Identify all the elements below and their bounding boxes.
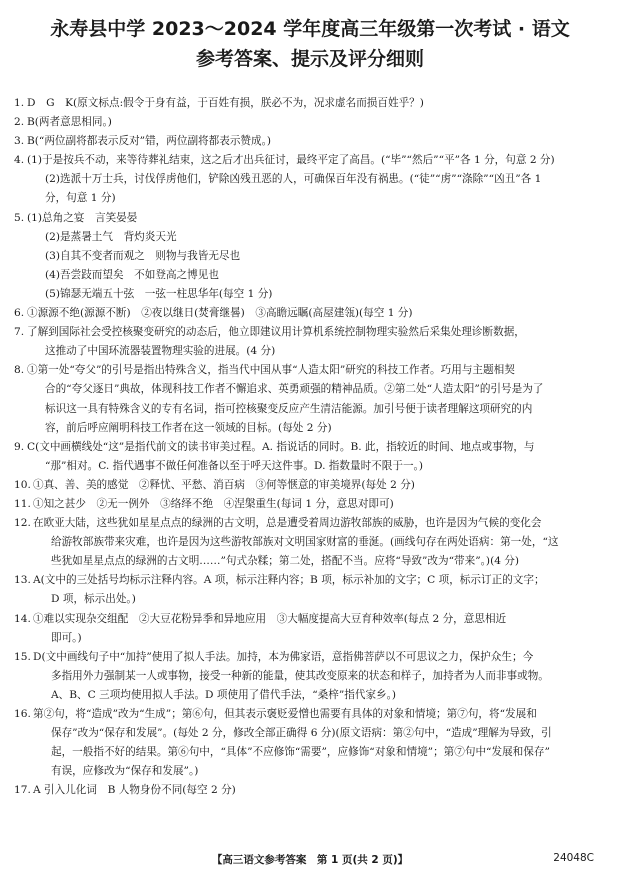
answer-line: 第②句，将“造成”改为“生成”；第⑥句，但其表示褒贬爱憎也需要有具体的对象和情境；第⑦句，将“发展和 <box>33 708 537 720</box>
answer-number: 9. <box>14 440 25 453</box>
answer-item <box>16 781 608 800</box>
answer-number: 14. <box>14 612 31 625</box>
answer-item <box>16 151 608 208</box>
answer-item <box>16 495 608 514</box>
answer-number: 2. <box>14 116 25 129</box>
answer-line: 多指用外力强制某一人或事物，接受一种新的能量，使其改变原来的状态和样子，加持者为人而非事或物。 <box>51 669 549 682</box>
answer-line: ①难以实现杂交组配 ②大豆花粉异季和异地应用 ③大幅度提高大豆育种效率(每点 2 分，意思相近 <box>33 612 507 625</box>
answer-line: 了解到国际社会受控核聚变研究的动态后，他立即建议用计算机系统控制物理实验然后采集处理诊断数据， <box>27 326 525 339</box>
answer-number: 15. <box>14 650 31 663</box>
answer-line: ①知之甚少 ②无一例外 ③络绎不绝 ④涅槃重生(每词 1 分，意思对即可) <box>33 497 394 510</box>
answer-number: 8. <box>14 364 25 377</box>
answer-line: (5)锦瑟无端五十弦 一弦一柱思华年(每空 1 分) <box>45 287 273 300</box>
answer-number: 5. <box>14 211 25 224</box>
exam-title: 永寿县中学 2023～2024 学年度高三年级第一次考试 · 语文 <box>50 18 570 40</box>
answer-line: 在欧亚大陆，这些犹如星星点点的绿洲的古文明，总是遭受着周边游牧部族的威胁，也许是因为气候的变化会 <box>33 517 542 530</box>
page-footer <box>0 852 620 868</box>
answer-number: 16. <box>14 708 31 720</box>
answer-line: 些犹如星星点点的绿洲的古文明……”句式杂糅；第二处，搭配不当。应将“导致”改为“带来”。)(4 分) <box>51 555 520 568</box>
answer-item <box>16 209 608 304</box>
answer-line: 容，前后呼应阐明科技工作者在这一领域的目标。(每处 2 分) <box>45 421 332 434</box>
answer-line: 保存”改为“保存和发展”。(每处 2 分，修改全部正确得 6 分)(原文语病：第②句中，“造成”理解为导致，引 <box>51 727 552 740</box>
answer-number: 6. <box>14 307 25 320</box>
answer-item <box>16 648 608 705</box>
answer-line: 即可。) <box>51 631 82 644</box>
answer-item <box>16 94 608 113</box>
answer-number: 12. <box>14 517 31 530</box>
answer-item <box>16 323 608 361</box>
answer-line: (1)总角之宴 言笑晏晏 <box>27 211 138 224</box>
answer-line: ①第一处“夸父”的引号是指出特殊含义，指当代中国从事“人造太阳”研究的科技工作者。巧用与主题相契 <box>27 364 515 377</box>
answer-line: (2)是蒸暑土气 背灼炎天光 <box>45 230 177 243</box>
answer-list <box>16 94 608 800</box>
answer-line: D G K(原文标点:假令于身有益，于百姓有损，朕必不为，况求虚名而损百姓乎？) <box>27 97 424 109</box>
answer-line: 分，句意 1 分) <box>45 192 116 205</box>
answer-item <box>16 476 608 495</box>
answer-number: 7. <box>14 326 25 339</box>
answer-item <box>16 514 608 571</box>
answer-line: 标识这一具有特殊含义的专有名词，指可控核聚变反应产生清洁能源。加引号便于读者理解这项研究的内 <box>45 402 533 415</box>
answer-line: “那”相对。C. 指代遇事不做任何准备以至于呼天这件事。D. 指数量时不限于一。) <box>45 459 423 472</box>
answer-line: 合的“夸父逐日”典故，体现科技工作者不懈追求、英勇顽强的精神品质。②第二处“人造太阳”的引号是为了 <box>45 383 544 396</box>
footer-page-info: 【高三语文参考答案 第 1 页(共 2 页)】 <box>211 854 409 866</box>
answer-number: 10. <box>14 478 31 491</box>
answer-item <box>16 571 608 609</box>
answer-item <box>16 304 608 323</box>
answer-line: ①真、善、美的感觉 ②释忧、平愁、消百病 ③何等惬意的审美境界(每处 2 分) <box>33 478 415 491</box>
answer-item <box>16 361 608 437</box>
answer-line: (4)吾尝跂而望矣 不如登高之博见也 <box>45 268 219 281</box>
answer-line: 有误，应修改为“保存和发展”。) <box>51 765 199 778</box>
answer-line: C(文中画横线处“这”是指代前文的读书审美过程。A. 指说话的同时。B. 此，指较近的时间、地点或事物，与 <box>27 440 535 453</box>
answer-line: A、B、C 三项均使用拟人手法。D 项使用了借代手法，“桑梓”指代家乡。) <box>51 688 397 701</box>
answer-line: B(“两位副将都表示反对”错，两位副将都表示赞成。) <box>27 135 272 148</box>
answer-item <box>16 113 608 132</box>
answer-line: B(两者意思相同。) <box>27 116 112 129</box>
answer-number: 17. <box>14 784 31 797</box>
answer-line: 给游牧部族带来灾难，也许是因为这些游牧部族对文明国家财富的垂涎。(画线句存在两处语病：第一处，“这 <box>51 536 559 549</box>
answer-line: A 引入儿化词 B 人物身份不同(每空 2 分) <box>33 784 236 797</box>
exam-subtitle: 参考答案、提示及评分细则 <box>195 48 424 70</box>
answer-line: (3)自其不变者而观之 则物与我皆无尽也 <box>45 249 241 262</box>
footer-code: 24048C <box>553 852 594 864</box>
answer-line: ①源源不绝(源源不断) ②夜以继日(焚膏继晷) ③高瞻远瞩(高屋建瓴)(每空 1 分) <box>27 307 413 320</box>
answer-number: 1. <box>14 97 25 109</box>
answer-item <box>16 610 608 648</box>
answer-line: D 项，标示出处。) <box>51 593 136 606</box>
answer-line: A(文中的三处括号均标示注释内容。A 项，标示注释内容；B 项，标示补加的文字；C 项，标示订正的文字； <box>33 574 545 587</box>
answer-number: 4. <box>14 154 25 167</box>
answer-number: 11. <box>14 497 31 510</box>
answer-line: D(文中画线句子中“加持”使用了拟人手法。加持，本为佛家语，意指佛菩萨以不可思议之力，保护众生；今 <box>33 650 534 663</box>
answer-number: 13. <box>14 574 31 587</box>
answer-line: (1)于是按兵不动，来等待葬礼结束，这之后才出兵征讨，最终平定了高昌。(“毕”“然后”“平”各 1 分，句意 2 分) <box>27 154 555 167</box>
answer-item <box>16 132 608 151</box>
answer-line: 起，一般指不好的结果。第⑥句中，“具体”不应修饰“需要”，应修饰“对象和情境”；第⑦句中“发展和保存” <box>51 746 550 759</box>
answer-line: (2)选派十万士兵，讨伐俘虏他们，铲除凶残丑恶的人，可确保百年没有祸患。(“徒”“虏”“涤除”“凶丑”各 1 <box>45 173 542 186</box>
answer-item <box>16 705 608 781</box>
answer-item <box>16 438 608 476</box>
answer-number: 3. <box>14 135 25 148</box>
answer-line: 这推动了中国环流器装置物理实验的进展。(4 分) <box>45 345 276 358</box>
